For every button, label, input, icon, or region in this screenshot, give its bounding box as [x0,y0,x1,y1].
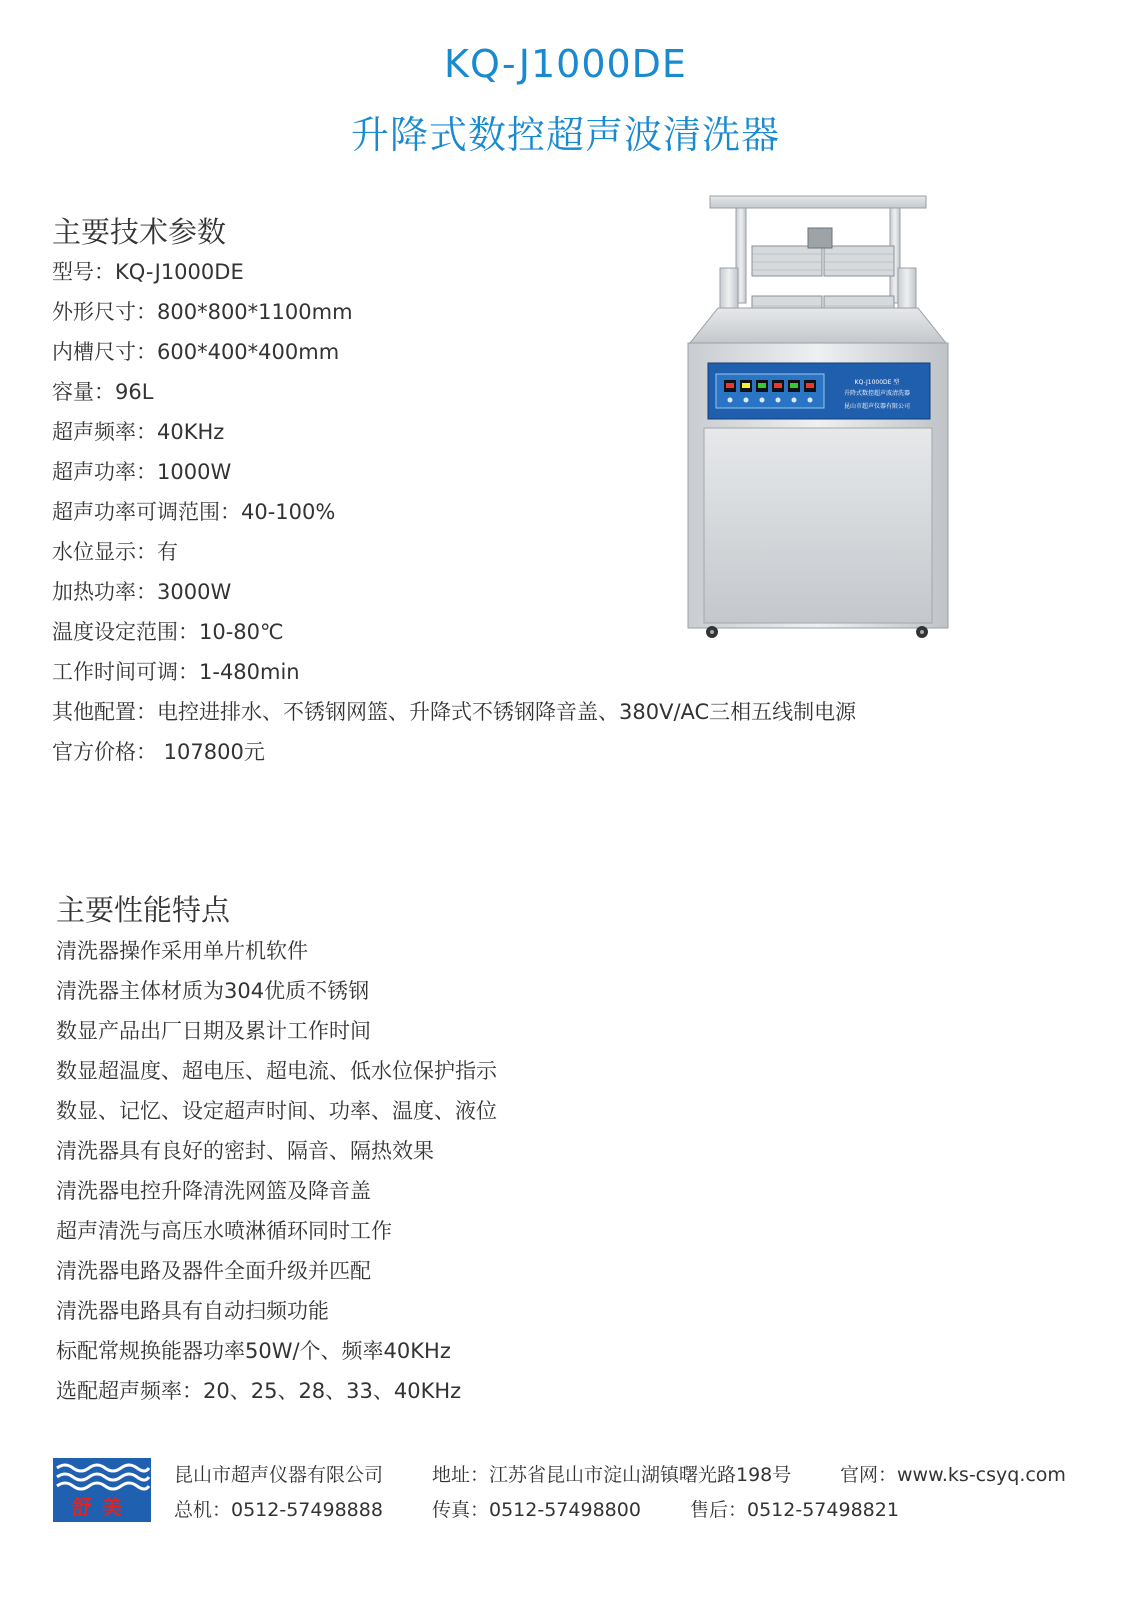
feature-item: 清洗器电控升降清洗网篮及降音盖 [56,1179,371,1203]
spec-item: 内槽尺寸：600*400*400mm [52,340,340,364]
features-heading: 主要性能特点 [56,893,231,927]
spec-item: 型号：KQ-J1000DE [52,260,244,284]
features-list [56,935,497,1415]
feature-item: 清洗器主体材质为304优质不锈钢 [56,979,370,1003]
spec-item: 温度设定范围：10-80℃ [52,620,284,644]
after-sales-phone: 售后：0512-57498821 [690,1499,899,1521]
logo-text: 舒美 [72,1495,132,1519]
spec-item: 超声功率可调范围：40-100% [52,500,336,524]
company-address: 地址：江苏省昆山市淀山湖镇曙光路198号 [432,1464,792,1486]
feature-item: 数显产品出厂日期及累计工作时间 [56,1019,371,1043]
spec-item: 超声频率：40KHz [52,420,225,444]
company-website: 官网：www.ks-csyq.com [840,1464,1066,1486]
feature-item: 选配超声频率：20、25、28、33、40KHz [56,1379,462,1403]
feature-item: 数显超温度、超电压、超电流、低水位保护指示 [56,1059,497,1083]
spec-item: 其他配置：电控进排水、不锈钢网篮、升降式不锈钢降音盖、380V/AC三相五线制电源 [52,700,857,724]
footer [0,1440,1131,1600]
company-name: 昆山市超声仪器有限公司 [174,1464,384,1486]
specs-heading: 主要技术参数 [52,215,227,249]
spec-item: 水位显示：有 [52,540,178,564]
panel-name-text: 升降式数控超声波清洗器 [843,390,911,397]
waves-logo-icon [53,1458,151,1522]
panel-model-text: KQ-J1000DE 型 [854,379,900,386]
ultrasonic-cleaner-illustration [678,188,958,648]
spec-item: 官方价格： 107800元 [52,740,265,764]
feature-item: 标配常规换能器功率50W/个、频率40KHz [56,1339,451,1363]
company-phone: 总机：0512-57498888 [174,1499,383,1521]
feature-item: 数显、记忆、设定超声时间、功率、温度、液位 [56,1099,497,1123]
company-fax: 传真：0512-57498800 [432,1499,641,1521]
feature-item: 超声清洗与高压水喷淋循环同时工作 [56,1219,392,1243]
spec-item: 超声功率：1000W [52,460,232,484]
feature-item: 清洗器具有良好的密封、隔音、隔热效果 [56,1139,434,1163]
product-image [678,188,958,652]
feature-item: 清洗器操作采用单片机软件 [56,939,308,963]
feature-item: 清洗器电路具有自动扫频功能 [56,1299,329,1323]
panel-company-text: 昆山市超声仪器有限公司 [843,403,911,410]
feature-item: 清洗器电路及器件全面升级并匹配 [56,1259,371,1283]
spec-item: 加热功率：3000W [52,580,232,604]
product-name-title: 升降式数控超声波清洗器 [350,113,780,157]
spec-item: 容量：96L [52,380,154,404]
spec-item: 工作时间可调：1-480min [52,660,300,684]
product-model-title: KQ-J1000DE [444,42,687,86]
company-logo [53,1458,151,1526]
spec-item: 外形尺寸：800*800*1100mm [52,300,353,324]
